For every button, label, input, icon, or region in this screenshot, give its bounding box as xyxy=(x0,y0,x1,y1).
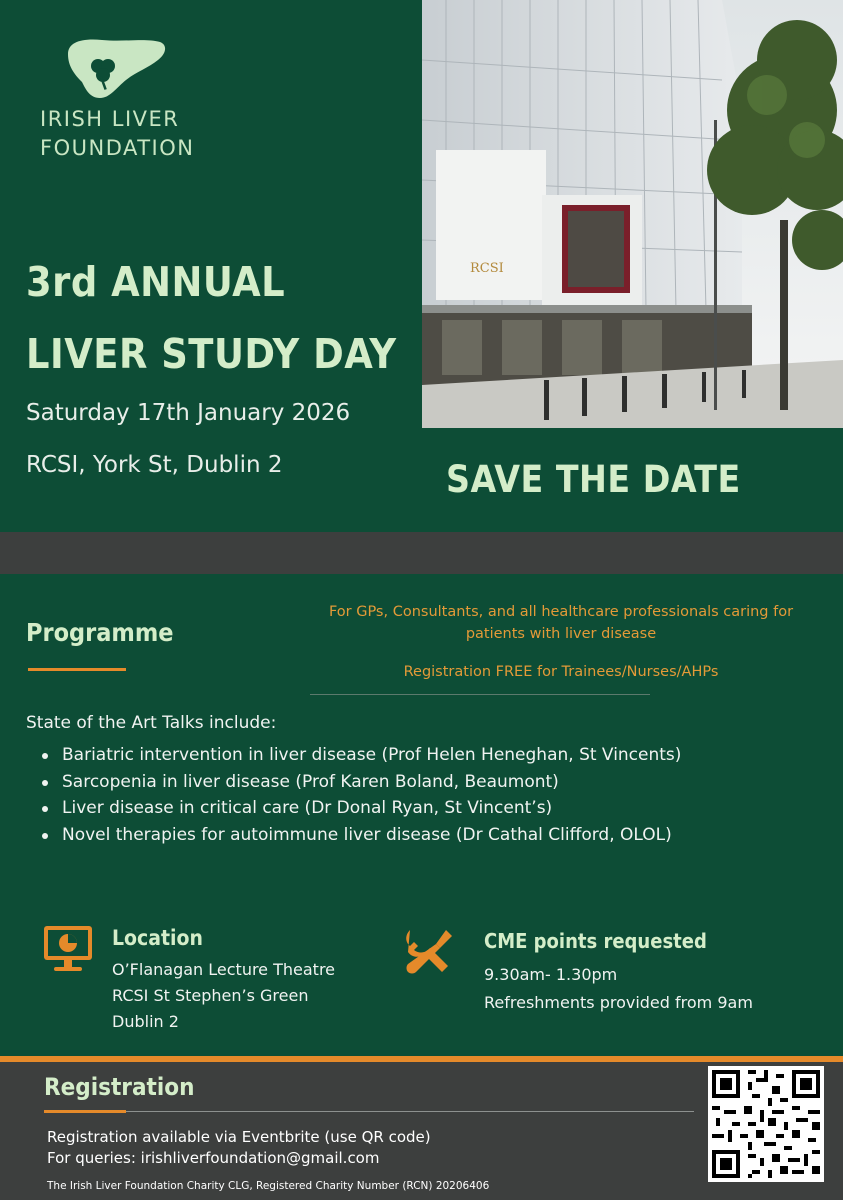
talks-list xyxy=(38,742,681,848)
registration-underline xyxy=(44,1110,126,1113)
refreshments-text: Refreshments provided from 9am xyxy=(484,993,753,1012)
registration-free-text: Registration FREE for Trainees/Nurses/AHPs xyxy=(403,664,719,680)
registration-contact: For queries: irishliverfoundation@gmail.com xyxy=(47,1149,380,1167)
rcsi-building-photo xyxy=(422,0,843,428)
talks-intro: State of the Art Talks include: xyxy=(26,713,277,733)
registration-rule xyxy=(126,1111,694,1112)
save-the-date-heading: SAVE THE DATE xyxy=(446,458,741,501)
programme-divider xyxy=(310,694,650,695)
registration-info: Registration available via Eventbrite (use QR code) xyxy=(47,1128,431,1146)
event-date: Saturday 17th January 2026 xyxy=(26,400,351,426)
monitor-icon xyxy=(42,924,94,974)
list-item: Liver disease in critical care (Dr Donal Ryan, St Vincent’s) xyxy=(38,795,681,822)
list-item: Novel therapies for autoimmune liver disease (Dr Cathal Clifford, OLOL) xyxy=(38,822,681,849)
event-time: 9.30am- 1.30pm xyxy=(484,965,618,984)
programme-underline xyxy=(28,668,126,671)
qr-code-icon[interactable] xyxy=(708,1066,824,1182)
registration-heading: Registration xyxy=(44,1073,195,1101)
logo-text-line2: FOUNDATION xyxy=(40,136,195,160)
divider-band xyxy=(0,532,843,574)
liver-shamrock-logo-icon xyxy=(62,36,168,102)
cme-heading: CME points requested xyxy=(484,929,707,953)
location-line: RCSI St Stephen’s Green xyxy=(112,986,309,1005)
tools-icon xyxy=(402,926,456,980)
event-title-line2: LIVER STUDY DAY xyxy=(26,330,397,378)
list-item: Sarcopenia in liver disease (Prof Karen Boland, Beaumont) xyxy=(38,769,681,796)
charity-footer: The Irish Liver Foundation Charity CLG, Registered Charity Number (RCN) 20206406 xyxy=(47,1180,490,1192)
list-item: Bariatric intervention in liver disease (Prof Helen Heneghan, St Vincents) xyxy=(38,742,681,769)
location-heading: Location xyxy=(112,926,203,950)
programme-heading: Programme xyxy=(26,618,174,647)
location-line: Dublin 2 xyxy=(112,1012,179,1031)
location-line: O’Flanagan Lecture Theatre xyxy=(112,960,336,979)
audience-text: For GPs, Consultants, and all healthcare professionals caring for patients with liver disease xyxy=(328,604,794,642)
logo-text-line1: IRISH LIVER xyxy=(40,107,180,131)
event-title-line1: 3rd ANNUAL xyxy=(26,258,286,306)
building-sign: RCSI xyxy=(470,261,504,276)
event-venue: RCSI, York St, Dublin 2 xyxy=(26,452,283,478)
